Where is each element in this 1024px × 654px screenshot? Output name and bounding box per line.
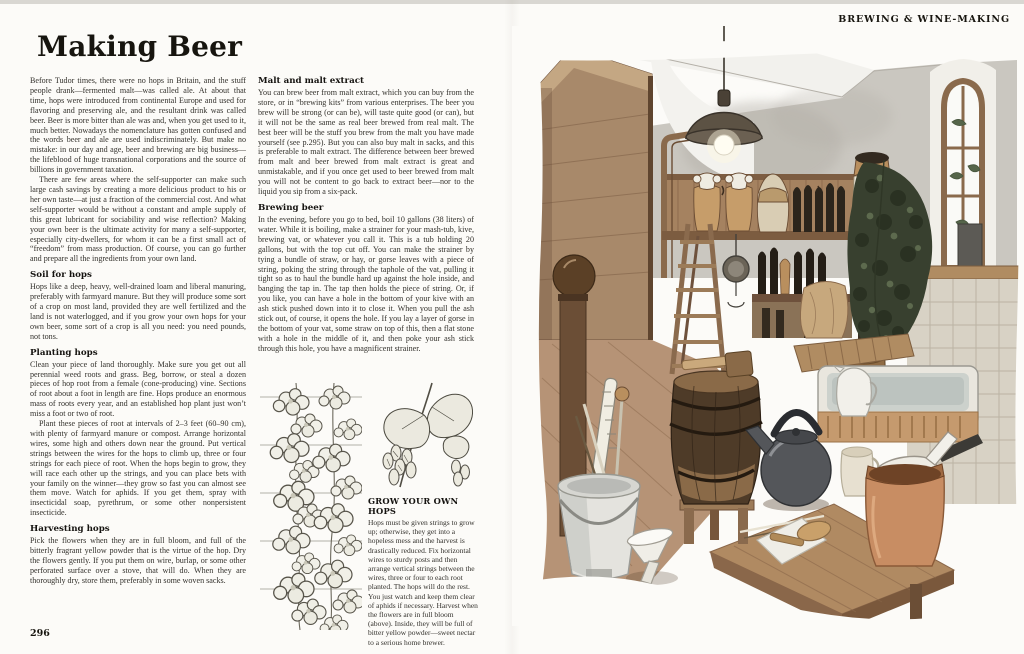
- hop-flowers-closeup-drawing: [366, 381, 480, 493]
- hop-foliage: [270, 386, 362, 630]
- text-column-left: [30, 76, 246, 586]
- intro-paragraph: Before Tudor times, there were no hops in Britain, and the stuff people drank—fermented malt—was called ale. At about that time, hops were introduced from continental Europe and used for flavoring and preserving ale, and the resultant drink was called beer. Beer is more bitter than ale was and, when you get used to it, much better. Nowadays the nomenclature has gotten confused and the words beer and ale are used indiscriminately. But make no mistake: in our day and age, beer and brewing are big business—the lifeblood of huge transnational corporations and the source of billions in government taxation.: [30, 76, 246, 175]
- staircase: [530, 48, 653, 382]
- figure-caption: [368, 496, 480, 647]
- text-column-right: [258, 76, 474, 354]
- section-heading-malt: Malt and malt extract: [258, 76, 365, 86]
- section-paragraph: Hops like a deep, heavy, well-drained loam and liberal manuring, preferably with farmyard manure. But they will produce some sort of a crop on most land, provided they are well fertilized and the land is not waterlogged, and if you grow your own hops for your own beer, some sort of a crop is all you need: you need pounds, not tons.: [30, 282, 246, 341]
- section-heading-planting: Planting hops: [30, 347, 98, 358]
- grain-sack: [800, 281, 847, 338]
- page-number: 296: [30, 628, 50, 639]
- caption-body: Hops must be given strings to grow up; otherwise, they get into a hopeless mess and the harvest is drastically reduced. Fix horizontal wires to sturdy posts and then arrange vertical strings between the wires, three or four to each root planted. The hops will do the rest. You just watch and keep them clear of aphids if necessary. Harvest when the flowers are in full bloom (above). Inside, they will be full of bitter yellow powder—sweet nectar to a serious home brewer.: [368, 518, 478, 647]
- hop-vine-trellis-drawing: [260, 383, 362, 630]
- section-paragraph: In the evening, before you go to bed, boil 10 gallons (38 liters) of water. While it is boiling, make a strainer for your mash-tub, kive, brewing vat, or whatever you call it. This is a tub holding 20 gallons, but with the top cut off. You can make the strainer by tying a bundle of straw, or hay, or gorse leaves with a piece of string, poking the string through the taphole of the vat, pulling it tight so as to haul the bundle hard up against the hole inside, and banging the tap in. The tap then holds the piece of string. Or, if you like, you can have a hole in the bottom of your kive with an ash stick pushed down into it to close it. When you pull the ash stick out, of course, it opens the hole. If you lay a layer of gorse in the bottom of your vat, some straw on top of this, then a flat stone with a hole in the middle of it, and then poke your ash stick through this hole, you have a magnificent strainer.: [258, 214, 474, 353]
- running-header: BREWING & WINE-MAKING: [838, 14, 1010, 25]
- page-title: Making Beer: [37, 30, 243, 63]
- section-paragraph: Plant these pieces of root at intervals of 2–3 feet (60–90 cm), with plenty of farmyard manure or compost. Arrange horizontal wires, some high and others down near the ground. Put vertical strings between the wires for the hops to climb up, three or four strings for each piece of root. When the hops begin to grow, they will race each other up the strings, and you can place bets with your family on the winner—they grow so fast you can almost see them move. Watch for aphids. If you get them, spray with insecticidal soap, pyrethrum, or some other nonpersistent insecticide.: [30, 419, 246, 518]
- brewhouse-interior-illustration: [512, 26, 1024, 654]
- caption-title: GROW YOUR OWN HOPS: [368, 496, 459, 516]
- intro-paragraph: There are few areas where the self-supporter can make such large cash savings by creating a more delicious product to his or her own taste—at just a fraction of the commercial cost. And what self-supporter would be without a constant and ample supply of this great lubricant for sociability and wise reflection? Making your own beer is the ultimate activity for many a self-supporter, especially city-dwellers, for whom it can be a first small act of “freedom” from mass production. Of course, you can go further and prepare all the ingredients from your own land.: [30, 175, 246, 264]
- section-paragraph: Clean your piece of land thoroughly. Make sure you get out all perennial weed roots and grass. Beg, borrow, or steal a dozen pieces of hop root from a female (cone-producing) vine. Sections of root about a foot in length are fine. Hops produce an enormous mass of roots every year, and an established hop plant just won’t miss a foot or two of root.: [30, 359, 246, 419]
- window: [930, 59, 996, 276]
- section-paragraph: Pick the flowers when they are in full bloom, and full of the bitterly fragrant yellow powder that is the virtue of the hop. Dry the flowers gently. If you put them on wire, burlap, or some other perforated surface over a stove, that will do. When they are thoroughly dry, store them, preferably in some woven sacks.: [30, 536, 246, 585]
- section-paragraph: You can brew beer from malt extract, which you can buy from the store, or in “brewing kits” from various enterprises. The beer you brew will be strong (or can be), will taste quite good (or can), but it will not be the same as real beer brewed from real malt. The best beer will be the stuff you brew from the malt you have made yourself (see p.295). But you can also buy malt in sacks, and this is preferable to malt extract. The difference between beer brewed from malt and beer brewed from malt extract is great and unmistakable, and if you once get used to beer brewed from malt you will not be content to go back to extract beer—nor to the liquid you sip from a six-pack.: [258, 88, 474, 197]
- sink: [818, 366, 978, 442]
- section-heading-soil: Soil for hops: [30, 270, 92, 281]
- section-heading-brewing: Brewing beer: [258, 202, 324, 213]
- section-heading-harvesting: Harvesting hops: [30, 524, 110, 535]
